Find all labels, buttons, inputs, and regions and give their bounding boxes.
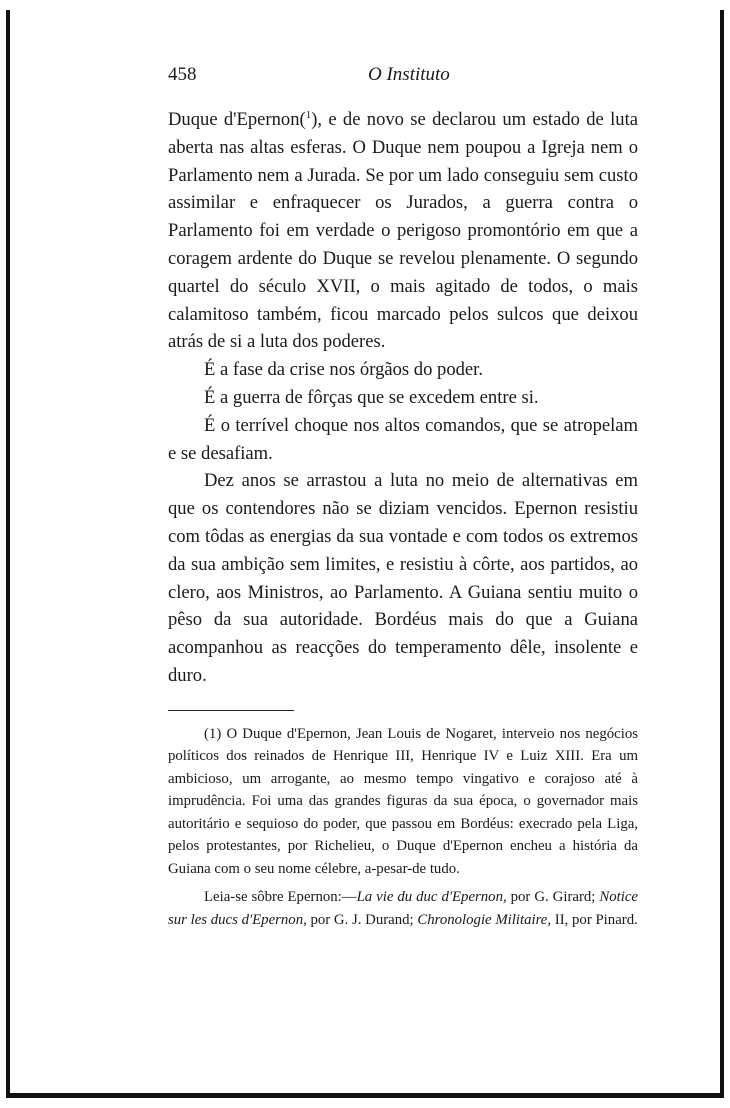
running-head — [168, 60, 638, 94]
footnotes — [168, 723, 638, 932]
work-title: La vie du duc d'Epernon, — [356, 889, 507, 906]
footnote-1-text: O Duque d'Epernon, Jean Louis de Nogaret, interveio nos negócios políticos dos reinados de Henrique III, Henrique IV e Luiz XIII. Era um ambicioso, um arrogante, ao mesmo tempo vingativo e corajoso até à imprudência. Foi uma das grandes figuras da sua época, o governador mais autoritário e sequioso do poder, que passou em Bordéus: execrado pela Liga, pelos protestantes, por Richelieu, o Duque d'Epernon encheu a história da Guiana com o seu nome célebre, a-pesar-de tudo. — [168, 725, 638, 877]
footnote-1 — [168, 723, 638, 881]
paragraph-5: Dez anos se arrastou a luta no meio de alternativas em que os contendores não se diziam vencidos. Epernon resistiu com tôdas as energias da sua vontade e com todos os extremos da sua ambição sem limites, e resistiu à côrte, aos partidos, ao clero, aos Ministros, ao Parlamento. A Guiana sentiu muito o pêso da sua autoridade. Bordéus mais do que a Guiana acompanhou as reacções do temperamento dêle, insolente e duro. — [168, 470, 638, 686]
work-title: Notice sur les ducs d'Epernon, — [168, 889, 638, 928]
footnote-2: Leia-se sôbre Epernon:—La vie du duc d'Epernon, por G. Girard; Notice sur les ducs d'Epernon, por G. J. Durand; Chronologie Militaire, II, por Pinard. — [168, 889, 638, 928]
paragraph-3: É a guerra de fôrças que se excedem entre si. — [204, 386, 539, 408]
book-page — [168, 60, 638, 931]
footnote-reference: 1 — [305, 108, 312, 121]
body-text — [168, 106, 638, 690]
paragraph-4: É o terrível choque nos altos comandos, que se atropelam e se desafiam. — [168, 414, 638, 464]
paragraph-2: É a fase da crise nos órgãos do poder. — [204, 359, 483, 381]
work-title: Chronologie Militaire, — [417, 911, 552, 928]
paragraph-1: Duque d'Epernon($^1$), e de novo se declarou um estado de luta aberta nas altas esferas. O Duque nem poupou a Igreja nem o Parlamento nem a Jurada. Se por um lado conseguiu sem custo assimilar e enfraquecer os Jurados, a guerra contra o Parlamento foi em verdade o perigoso promontório em que a coragem ardente do Duque se revelou plenamente. O segundo quartel do século XVII, o mais agitado de todos, o mais calamitoso também, ficou marcado pelos sulcos que deixou atrás de si a luta dos poderes. — [168, 108, 638, 353]
running-title: O Instituto — [368, 64, 450, 85]
footnote-divider — [168, 710, 294, 711]
page-number: 458 — [168, 64, 197, 85]
footnote-marker: (1) — [204, 725, 222, 742]
